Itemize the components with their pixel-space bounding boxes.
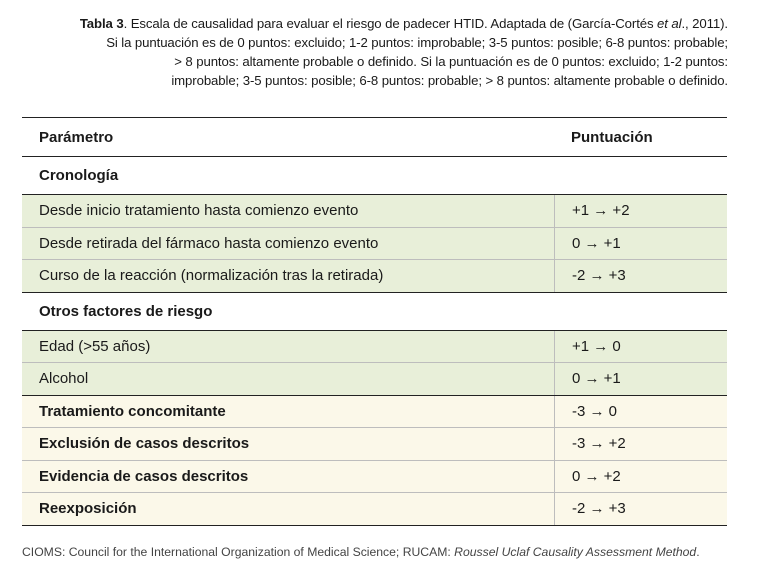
table-header <box>22 118 727 157</box>
score-cell: -2 → +3 <box>554 260 727 292</box>
section-title: Otros factores de riesgo <box>39 302 213 320</box>
caption-line-2: Si la puntuación es de 0 puntos: excluido; 1-2 puntos: improbable; 3-5 puntos: posible; 6-8 puntos: probable; <box>106 35 728 50</box>
caption-label: Tabla 3 <box>79 16 124 31</box>
param-cell: Alcohol <box>39 370 89 388</box>
table-row <box>22 195 727 228</box>
param-cell: Desde inicio tratamiento hasta comienzo evento <box>39 202 359 220</box>
table-row <box>22 396 727 429</box>
param-cell: Desde retirada del fármaco hasta comienzo evento <box>39 234 379 252</box>
score-cell: 0 → +1 <box>554 363 727 395</box>
score-cell: +1 → 0 <box>554 331 727 363</box>
table-row <box>22 260 727 293</box>
footnote-italic: Roussel Uclaf Causality Assessment Method <box>454 545 697 559</box>
table-row <box>22 461 727 494</box>
score-cell: -3 → 0 <box>554 396 727 428</box>
caption-line-1 <box>14 14 728 33</box>
footnote-end: . <box>696 545 700 559</box>
score-cell: -2 → +3 <box>554 493 727 525</box>
param-cell: Edad (>55 años) <box>39 337 151 355</box>
table-row <box>22 493 727 526</box>
score-cell: +1 → +2 <box>554 195 727 227</box>
param-cell: Exclusión de casos descritos <box>39 435 250 453</box>
table-row <box>22 228 727 261</box>
caption-line-4: improbable; 3-5 puntos: posible; 6-8 puntos: probable; > 8 puntos: altamente probable o definido. <box>171 73 728 88</box>
table-footnote <box>22 545 732 559</box>
section-cronologia <box>22 157 727 195</box>
param-cell: Evidencia de casos descritos <box>39 467 249 485</box>
header-parametro: Parámetro <box>39 128 114 146</box>
param-cell: Reexposición <box>39 500 137 518</box>
caption-line-3: > 8 puntos: altamente probable o definido. Si la puntuación es de 0 puntos: excluido; 1-2 puntos: <box>174 54 728 69</box>
causality-table <box>22 117 727 526</box>
header-puntuacion: Puntuación <box>571 128 653 146</box>
table-caption <box>14 14 728 90</box>
footnote-text: CIOMS: Council for the International Organization of Medical Science; RUCAM: <box>22 545 455 559</box>
section-title: Cronología <box>39 167 119 184</box>
score-cell: -3 → +2 <box>554 428 727 460</box>
param-cell: Curso de la reacción (normalización tras la retirada) <box>39 267 384 285</box>
score-cell: 0 → +2 <box>554 461 727 493</box>
table-row <box>22 428 727 461</box>
caption-italic: et al <box>657 16 682 31</box>
section-otros-factores <box>22 293 727 331</box>
score-cell: 0 → +1 <box>554 228 727 260</box>
param-cell: Tratamiento concomitante <box>39 402 226 420</box>
table-row <box>22 331 727 364</box>
caption-text: . Escala de causalidad para evaluar el riesgo de padecer HTID. Adaptada de (García-Cortés <box>123 16 658 31</box>
table-row <box>22 363 727 396</box>
caption-end: ., 2011). <box>681 16 728 31</box>
